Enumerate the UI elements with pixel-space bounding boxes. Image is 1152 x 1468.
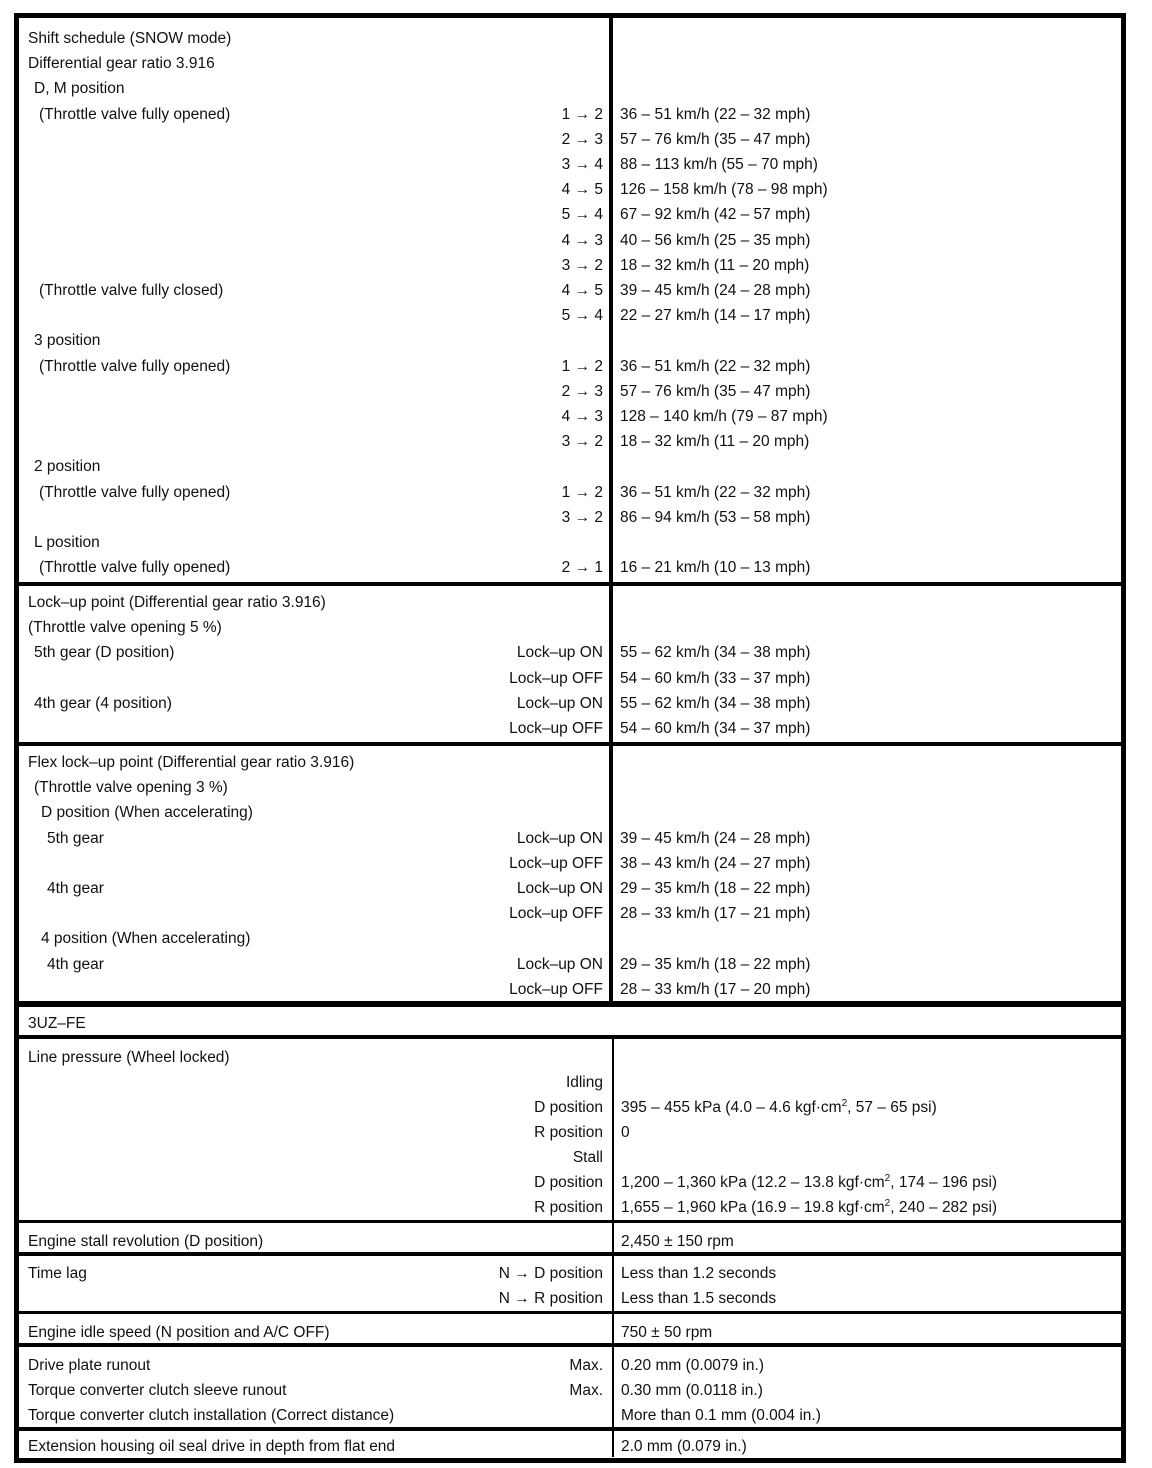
row-value: 57 – 76 km/h (35 – 47 mph) <box>620 130 811 148</box>
row-condition: 5 → 4 <box>561 307 603 325</box>
oil-seal-value: 2.0 mm (0.079 in.) <box>621 1438 747 1455</box>
row-condition: Lock–up OFF <box>509 669 603 687</box>
spec-row <box>19 429 1121 454</box>
clutch-install-row <box>19 1403 1121 1428</box>
time-lag-label: Time lag <box>28 1265 87 1282</box>
time-lag-nr-label: N → R position <box>498 1290 603 1307</box>
spec-row <box>19 590 1121 615</box>
stall-d-label: D position <box>534 1174 603 1191</box>
stall-row <box>19 1145 1121 1170</box>
section-rule <box>19 1343 1121 1347</box>
engine-header-text: 3UZ–FE <box>28 1015 86 1032</box>
row-value: 36 – 51 km/h (22 – 32 mph) <box>620 357 811 375</box>
idling-r-label: R position <box>534 1124 603 1141</box>
row-label: 5th gear (D position) <box>34 644 175 662</box>
row-value: 22 – 27 km/h (14 – 17 mph) <box>620 307 811 325</box>
spec-sheet <box>14 13 1126 1463</box>
row-label: Lock–up point (Differential gear ratio 3.916) <box>28 594 326 611</box>
stall-revolution-value: 2,450 ± 150 rpm <box>621 1233 734 1250</box>
line-pressure-row <box>19 1045 1121 1070</box>
row-value: 126 – 158 km/h (78 – 98 mph) <box>620 181 828 199</box>
row-label: Shift schedule (SNOW mode) <box>28 30 232 47</box>
value-text: , 57 – 65 psi) <box>847 1099 937 1116</box>
drive-plate-value: 0.20 mm (0.0079 in.) <box>621 1357 765 1374</box>
stall-d-row <box>19 1170 1121 1195</box>
oil-seal-row <box>19 1434 1121 1459</box>
row-condition: 5 → 4 <box>561 206 603 224</box>
spec-row <box>19 800 1121 825</box>
row-label: 2 position <box>34 458 101 476</box>
row-value: 54 – 60 km/h (33 – 37 mph) <box>620 669 811 687</box>
line-pressure-label: Line pressure (Wheel locked) <box>28 1049 230 1066</box>
idle-speed-label: Engine idle speed (N position and A/C OFF) <box>28 1324 330 1341</box>
row-condition: Lock–up OFF <box>509 720 603 737</box>
spec-row <box>19 454 1121 479</box>
stall-r-value <box>621 1195 997 1220</box>
spec-row <box>19 716 1121 741</box>
row-condition: Lock–up ON <box>516 880 603 897</box>
stall-d-value <box>621 1170 997 1195</box>
stall-label: Stall <box>572 1149 603 1166</box>
row-value: 18 – 32 km/h (11 – 20 mph) <box>620 256 810 274</box>
row-condition: Lock–up OFF <box>509 980 603 998</box>
row-value: 55 – 62 km/h (34 – 38 mph) <box>620 694 811 712</box>
idle-speed-value: 750 ± 50 rpm <box>621 1324 713 1341</box>
row-label: (Throttle valve opening 5 %) <box>28 619 222 637</box>
spec-row <box>19 555 1121 580</box>
row-condition: Lock–up ON <box>516 955 603 973</box>
row-value: 55 – 62 km/h (34 – 38 mph) <box>620 644 811 662</box>
row-condition: Lock–up ON <box>516 644 603 662</box>
row-label: 4th gear <box>47 880 104 897</box>
spec-row <box>19 177 1121 202</box>
spec-row <box>19 26 1121 51</box>
section-rule <box>19 1252 1121 1256</box>
row-label: 4 position (When accelerating) <box>41 930 251 948</box>
lockup-section <box>19 590 1121 740</box>
row-label: (Throttle valve fully opened) <box>39 483 231 501</box>
row-condition: 1 → 2 <box>561 357 603 375</box>
spec-row <box>19 278 1121 303</box>
stall-revolution-label: Engine stall revolution (D position) <box>28 1233 264 1250</box>
spec-row <box>19 51 1121 76</box>
spec-row <box>19 76 1121 101</box>
row-condition: 4 → 5 <box>561 181 603 199</box>
row-value: 88 – 113 km/h (55 – 70 mph) <box>620 156 818 173</box>
row-label: 5th gear <box>47 829 104 847</box>
row-value: 67 – 92 km/h (42 – 57 mph) <box>620 206 811 224</box>
sleeve-runout-label: Torque converter clutch sleeve runout <box>28 1382 287 1399</box>
row-condition: Lock–up OFF <box>509 905 603 923</box>
spec-row <box>19 202 1121 227</box>
spec-row <box>19 253 1121 278</box>
section-rule <box>19 1035 1121 1039</box>
row-value: 39 – 45 km/h (24 – 28 mph) <box>620 282 811 299</box>
spec-row <box>19 228 1121 253</box>
idling-d-value <box>621 1095 937 1120</box>
spec-row <box>19 530 1121 555</box>
flex-lockup-section <box>19 750 1121 1002</box>
value-text: 1,655 – 1,960 kPa (16.9 – 19.8 kgf·cm <box>621 1199 885 1216</box>
spec-row <box>19 404 1121 429</box>
row-condition: Lock–up ON <box>516 694 603 712</box>
time-lag-row <box>19 1261 1121 1286</box>
row-label: 4th gear (4 position) <box>34 694 172 712</box>
shift-schedule-section <box>19 26 1121 576</box>
row-label: L position <box>34 534 100 551</box>
row-condition: 1 → 2 <box>561 105 603 123</box>
spec-row <box>19 977 1121 1002</box>
row-condition: 3 → 4 <box>561 156 603 173</box>
row-label: (Throttle valve opening 3 %) <box>34 779 228 797</box>
row-value: 28 – 33 km/h (17 – 21 mph) <box>620 905 811 923</box>
idling-label: Idling <box>565 1074 603 1091</box>
superscript: 2 <box>841 1097 848 1109</box>
spec-row <box>19 666 1121 691</box>
stall-revolution-row <box>19 1229 1121 1254</box>
time-lag-nr-value: Less than 1.5 seconds <box>621 1290 777 1307</box>
spec-row <box>19 102 1121 127</box>
spec-row <box>19 505 1121 530</box>
value-text: 395 – 455 kPa (4.0 – 4.6 kgf·cm <box>621 1099 842 1116</box>
row-label: 3 position <box>34 332 101 350</box>
superscript: 2 <box>884 1172 891 1184</box>
spec-row <box>19 826 1121 851</box>
spec-row <box>19 480 1121 505</box>
superscript: 2 <box>884 1197 891 1209</box>
spec-row <box>19 615 1121 640</box>
row-value: 36 – 51 km/h (22 – 32 mph) <box>620 483 811 501</box>
spec-row <box>19 851 1121 876</box>
section-rule <box>19 1220 1121 1223</box>
oil-seal-label: Extension housing oil seal drive in depth from flat end <box>28 1438 396 1455</box>
row-label: (Throttle valve fully closed) <box>39 282 224 299</box>
drive-plate-row <box>19 1353 1121 1378</box>
spec-row <box>19 640 1121 665</box>
row-condition: 2 → 1 <box>561 559 603 577</box>
row-label: 4th gear <box>47 955 104 973</box>
spec-row <box>19 379 1121 404</box>
spec-row <box>19 750 1121 775</box>
row-condition: 4 → 5 <box>561 282 603 299</box>
row-condition: 4 → 3 <box>561 408 603 425</box>
row-value: 36 – 51 km/h (22 – 32 mph) <box>620 105 811 123</box>
row-label: D, M position <box>34 80 125 98</box>
spec-row <box>19 303 1121 328</box>
clutch-install-label: Torque converter clutch installation (Correct distance) <box>28 1407 395 1424</box>
row-condition: Lock–up ON <box>516 829 603 847</box>
value-text: , 174 – 196 psi) <box>890 1174 998 1191</box>
row-value: 29 – 35 km/h (18 – 22 mph) <box>620 955 811 973</box>
time-lag-nd-label: N → D position <box>498 1265 603 1282</box>
row-condition: 3 → 2 <box>561 508 603 526</box>
spec-row <box>19 952 1121 977</box>
spec-row <box>19 926 1121 951</box>
sleeve-runout-row <box>19 1378 1121 1403</box>
section-rule <box>19 1001 1121 1007</box>
row-value: 28 – 33 km/h (17 – 20 mph) <box>620 980 811 998</box>
stall-r-label: R position <box>534 1199 603 1216</box>
spec-row <box>19 127 1121 152</box>
idle-speed-row <box>19 1320 1121 1345</box>
row-label: D position (When accelerating) <box>41 804 253 822</box>
row-value: 54 – 60 km/h (34 – 37 mph) <box>620 720 811 737</box>
section-rule <box>19 582 1121 586</box>
row-condition: 3 → 2 <box>561 433 603 451</box>
sleeve-runout-max: Max. <box>569 1382 603 1399</box>
row-value: 16 – 21 km/h (10 – 13 mph) <box>620 559 811 577</box>
spec-row <box>19 691 1121 716</box>
row-condition: 3 → 2 <box>561 256 603 274</box>
row-value: 18 – 32 km/h (11 – 20 mph) <box>620 433 810 451</box>
time-lag-nr-row <box>19 1286 1121 1311</box>
spec-row <box>19 328 1121 353</box>
row-label: (Throttle valve fully opened) <box>39 559 231 577</box>
idling-r-value: 0 <box>621 1124 630 1141</box>
spec-row <box>19 876 1121 901</box>
section-rule <box>19 742 1121 746</box>
value-text: , 240 – 282 psi) <box>890 1199 998 1216</box>
idling-d-label: D position <box>534 1099 603 1116</box>
row-value: 128 – 140 km/h (79 – 87 mph) <box>620 408 828 425</box>
idling-row <box>19 1070 1121 1095</box>
time-lag-nd-value: Less than 1.2 seconds <box>621 1265 777 1282</box>
row-label: (Throttle valve fully opened) <box>39 105 231 123</box>
spec-row <box>19 901 1121 926</box>
row-label: (Throttle valve fully opened) <box>39 357 231 375</box>
drive-plate-max: Max. <box>569 1357 603 1374</box>
drive-plate-label: Drive plate runout <box>28 1357 151 1374</box>
spec-row <box>19 775 1121 800</box>
row-condition: 2 → 3 <box>561 382 603 400</box>
sleeve-runout-value: 0.30 mm (0.0118 in.) <box>621 1382 763 1399</box>
row-label: Flex lock–up point (Differential gear ratio 3.916) <box>28 754 355 771</box>
row-value: 57 – 76 km/h (35 – 47 mph) <box>620 382 811 400</box>
idling-r-row <box>19 1120 1121 1145</box>
row-condition: 1 → 2 <box>561 483 603 501</box>
row-label: Differential gear ratio 3.916 <box>28 55 215 73</box>
stall-r-row <box>19 1195 1121 1220</box>
section-rule <box>19 1427 1121 1431</box>
row-value: 40 – 56 km/h (25 – 35 mph) <box>620 231 811 249</box>
value-text: 1,200 – 1,360 kPa (12.2 – 13.8 kgf·cm <box>621 1174 885 1191</box>
row-condition: 2 → 3 <box>561 130 603 148</box>
row-value: 29 – 35 km/h (18 – 22 mph) <box>620 880 811 897</box>
spec-row <box>19 152 1121 177</box>
section-rule <box>19 1311 1121 1314</box>
spec-row <box>19 354 1121 379</box>
row-value: 38 – 43 km/h (24 – 27 mph) <box>620 854 811 872</box>
row-condition: 4 → 3 <box>561 231 603 249</box>
idling-d-row <box>19 1095 1121 1120</box>
engine-header <box>19 1011 1121 1036</box>
clutch-install-value: More than 0.1 mm (0.004 in.) <box>621 1407 821 1424</box>
row-condition: Lock–up OFF <box>509 854 603 872</box>
row-value: 39 – 45 km/h (24 – 28 mph) <box>620 829 811 847</box>
row-value: 86 – 94 km/h (53 – 58 mph) <box>620 508 811 526</box>
